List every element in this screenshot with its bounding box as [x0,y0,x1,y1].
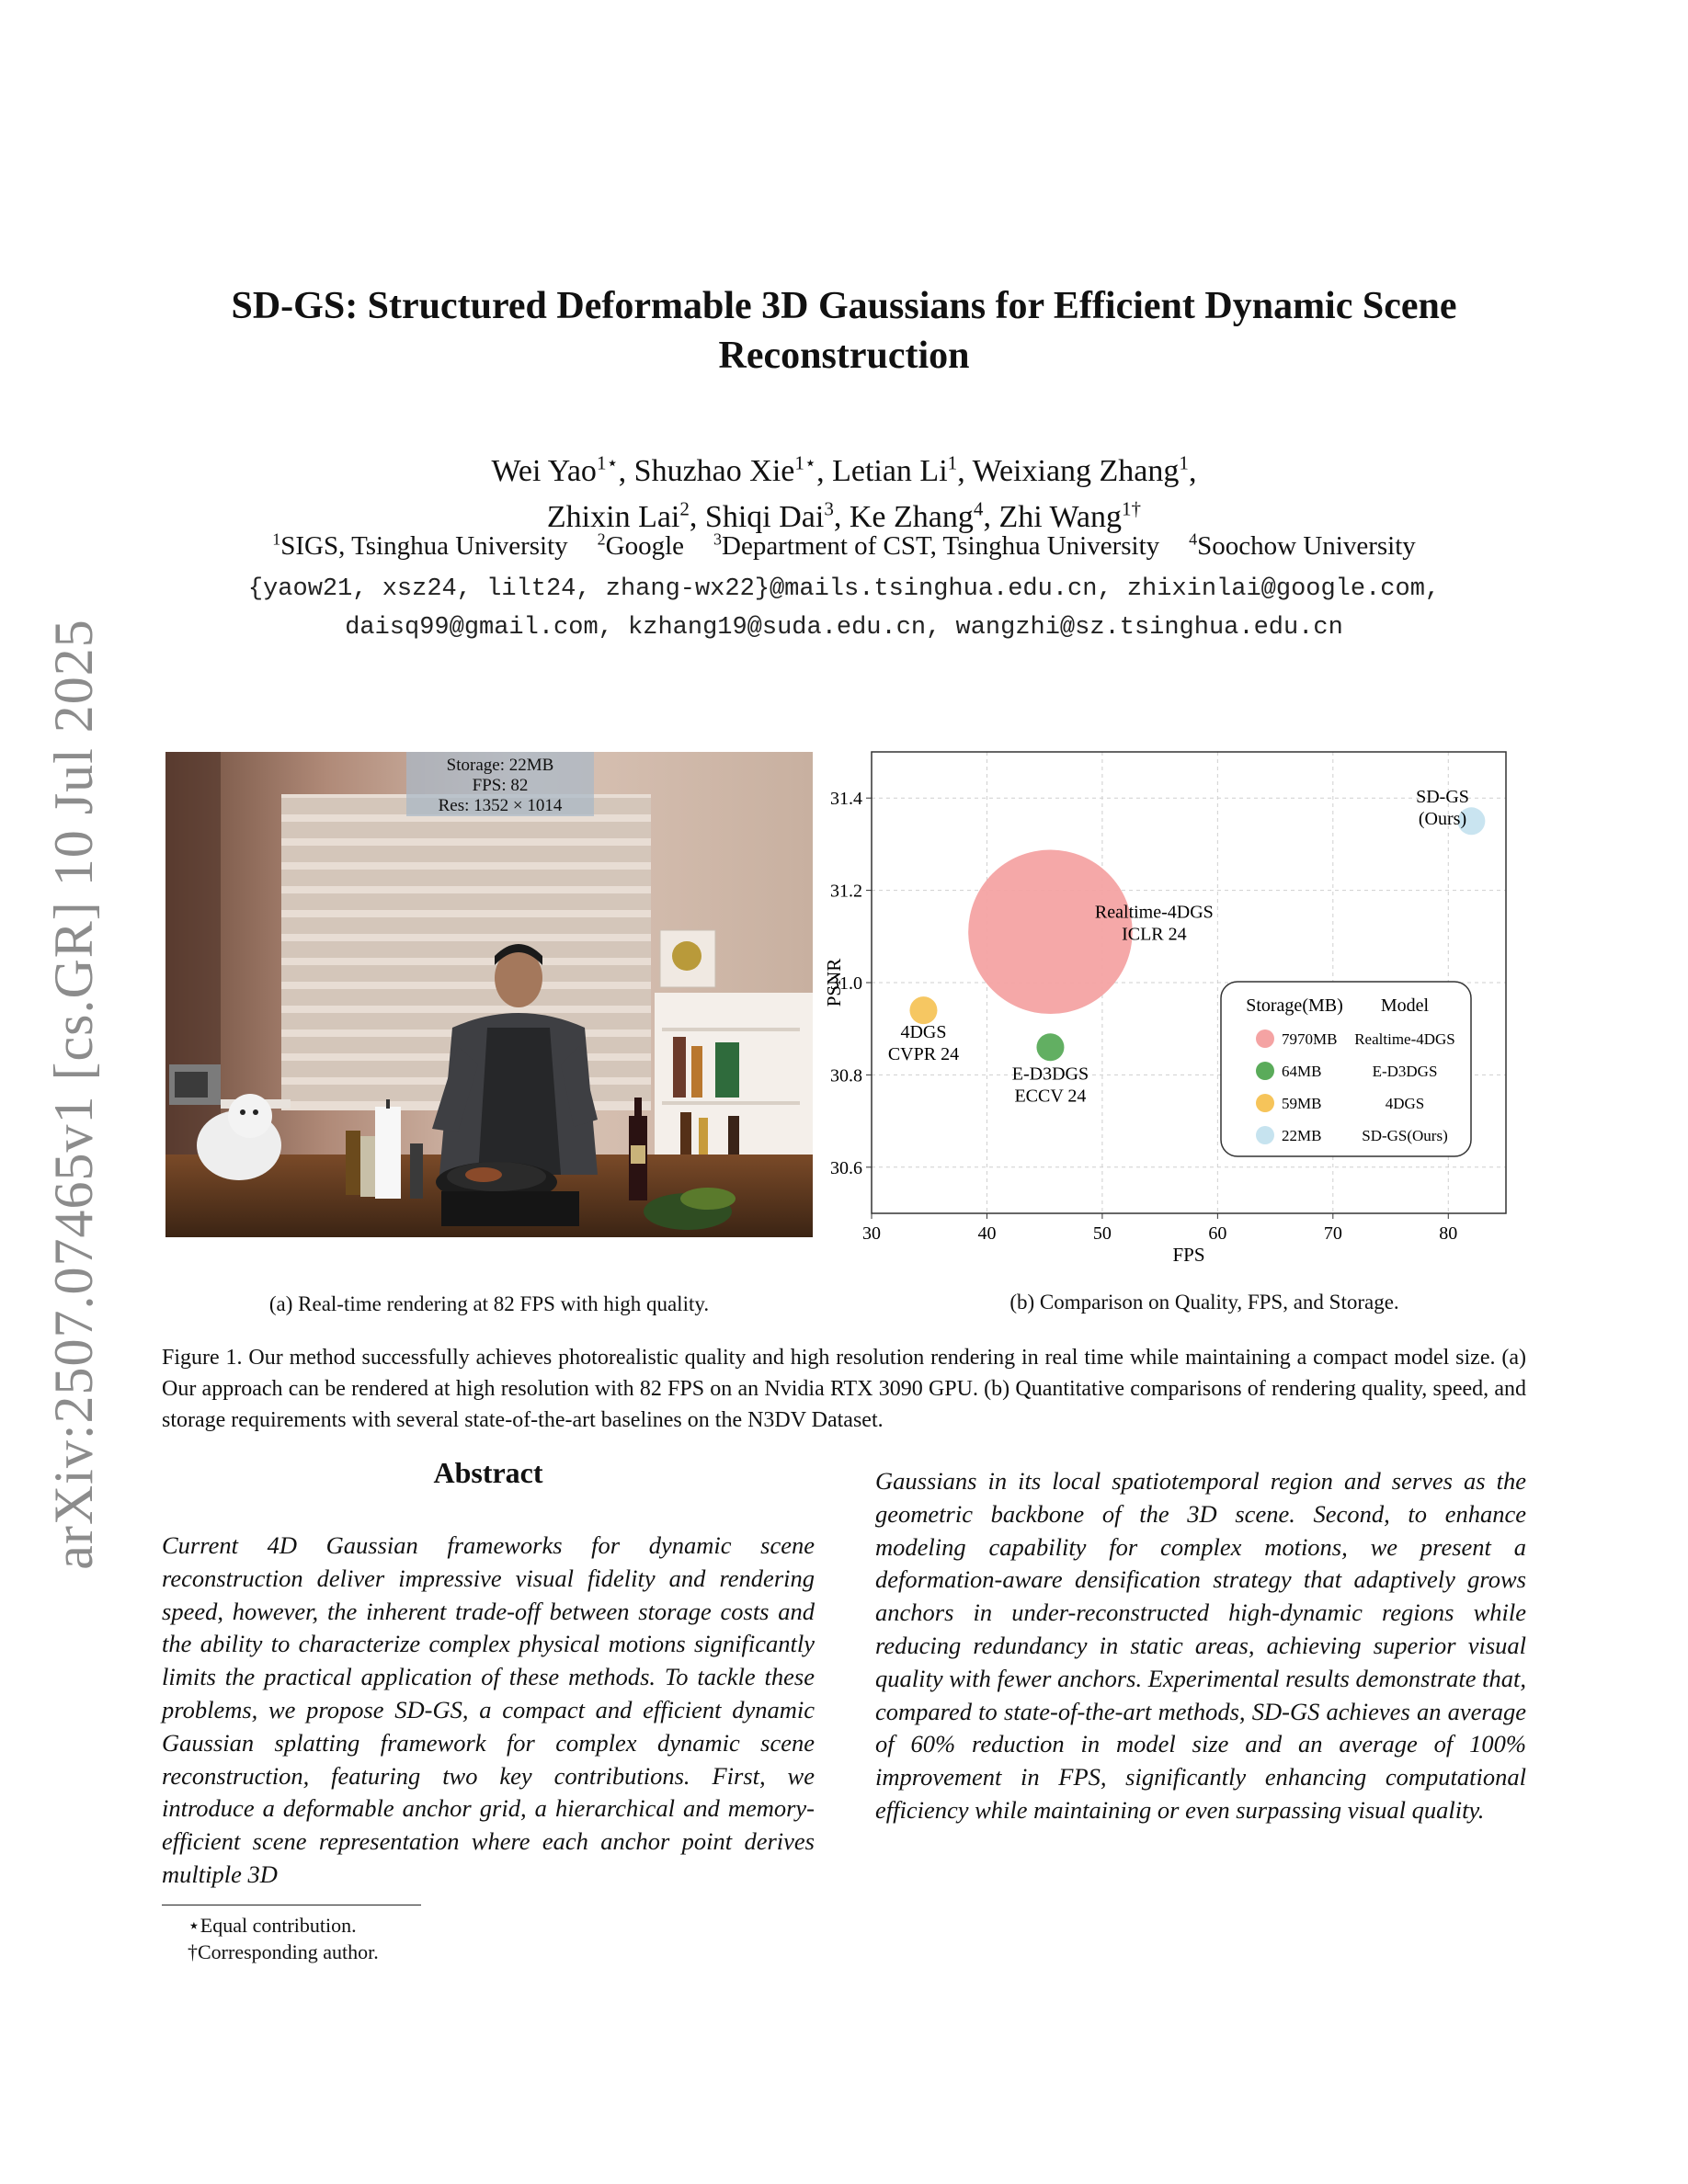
rendered-scene-image [165,752,813,1237]
author-affiliation-marker: 1⋆ [794,452,817,474]
affiliations [162,529,1526,562]
point-label: SD-GS [1416,787,1469,808]
blind-slat [281,870,651,886]
x-tick-label: 40 [977,1223,997,1244]
data-point-e-d3dgs [1036,1033,1064,1061]
legend-storage-value: 22MB [1282,1127,1322,1144]
footnotes [188,1912,379,1965]
abstract-text-left-column: Current 4D Gaussian frameworks for dynamic scene reconstruction deliver impressive visual fidelity and rendering speed, however, the inherent trade-off between storage costs and the ability to characterize complex physical motions significantly limits the practical application of these methods. To tackle these problems, we propose SD-GS, a compact and efficient dynamic Gaussian splatting framework for complex dynamic scene reconstruction, featuring two key contributions. First, we introduce a deformable anchor grid, a hierarchical and memory-efficient scene representation where each anchor point derives multiple 3D [162,1531,815,1888]
point-label: CVPR 24 [887,1044,960,1065]
legend-swatch [1256,1062,1274,1080]
author-affiliation-marker: 1† [1122,497,1142,520]
data-point-4dgs [909,996,937,1024]
author-affiliation-marker: 3 [824,497,834,520]
overlay-storage: Storage: 22MB [446,756,554,775]
figure-caption: Figure 1. Our method successfully achieves photorealistic quality and high resolution rendering in real time while maintaining a compact model size. (a) Our approach can be rendered at high resolution with 82 FPS on an Nvidia RTX 3090 GPU. (b) Quantitative comparisons of rendering quality, speed, and storage requirements with several state-of-the-art baselines on the N3DV Dataset. [162,1346,1526,1432]
author-affiliation-marker: 1 [947,452,958,474]
blind-slat [281,989,651,1006]
point-label: ICLR 24 [1122,924,1187,945]
point-label: (Ours) [1418,809,1467,830]
y-axis-label: PSNR [827,958,845,1007]
x-tick-label: 30 [862,1223,881,1244]
legend-storage-value: 59MB [1282,1095,1322,1112]
author-list [162,445,1526,536]
x-tick-label: 60 [1208,1223,1227,1244]
chart-svg [827,741,1526,1263]
affiliation: $^3$Department of CST, Tsinghua University [713,529,1160,561]
author-name: Letian Li$^1$ [832,452,958,489]
author-name: Zhi Wang$^{1\dagger}$ [998,497,1142,534]
x-tick-label: 70 [1323,1223,1342,1244]
abstract-heading: Abstract [433,1456,543,1489]
email-line-2: daisq99@gmail.com, kzhang19@suda.edu.cn, wangzhi@sz.tsinghua.edu.cn [345,614,1343,642]
author-affiliation-marker: 1 [1179,452,1189,474]
y-tick-label: 31.0 [830,973,862,994]
abstract-text-right-column: Gaussians in its local spatiotemporal region and serves as the geometric backbone of the 3D scene. Second, to enhance modeling capability for complex motions, we present a deformation-aware densification strategy that adaptively grows anchors in under-reconstructed high-dynamic regions while reducing redundancy in static areas, achieving superior visual quality with fewer anchors. Experimental results demonstrate that, compared to state-of-the-art methods, SD-GS achieves an average of 60% reduction in model size and an average of 100% improvement in FPS, significantly enhancing computational efficiency while maintaining or even surpassing visual quality. [875,1467,1526,1824]
y-tick-label: 30.6 [830,1157,862,1178]
subfigure-a-caption: (a) Real-time rendering at 82 FPS with high quality. [268,1292,710,1315]
x-tick-label: 80 [1439,1223,1458,1244]
affiliation: $^2$Google [597,529,685,561]
blind-slat [281,917,651,934]
data-point-realtime-4dgs [968,850,1133,1015]
point-label: 4DGS [900,1022,947,1043]
footnote-corresponding-author: †Corresponding author. [188,1940,379,1963]
author-emails [162,570,1526,647]
x-tick-label: 50 [1092,1223,1112,1244]
blind-slat [281,941,651,958]
author-name: Wei Yao$^{1⋆}$ [491,452,619,489]
author-line-2: Zhixin Lai$^2$, Shiqi Dai$^3$, Ke Zhang$^4$, Zhi Wang$^{1\dagger}$ [546,497,1142,534]
overlay-resolution: Res: 1352 × 1014 [438,796,563,815]
arxiv-id-text: arXiv:2507.07465v1 [cs.GR] 10 Jul 2025 [42,618,104,1570]
legend-model-name: SD-GS(Ours) [1362,1127,1448,1144]
arxiv-identifier [28,607,120,1581]
legend-storage-value: 64MB [1282,1063,1322,1080]
y-tick-label: 30.8 [830,1065,862,1086]
author-name: Ke Zhang$^4$ [849,497,984,534]
legend-model-name: Realtime-4DGS [1354,1030,1455,1048]
legend-swatch [1256,1126,1274,1144]
legend-swatch [1256,1094,1274,1112]
paper-title: SD-GS: Structured Deformable 3D Gaussians for Efficient Dynamic Scene Reconstruction [231,285,1457,377]
overlay-fps: FPS: 82 [472,776,529,795]
author-affiliation-marker: 1⋆ [596,452,619,474]
author-affiliation-marker: 2 [679,497,690,520]
legend-swatch [1256,1029,1274,1048]
legend-header-model: Model [1380,995,1430,1016]
author-affiliation-marker: 4 [973,497,984,520]
legend-model-name: 4DGS [1385,1095,1425,1112]
point-label: Realtime-4DGS [1094,902,1214,923]
author-name: Shiqi Dai$^3$ [704,497,834,534]
legend-storage-value: 7970MB [1282,1030,1338,1048]
kitchen-scene-illustration [165,752,813,1237]
author-line-1: Wei Yao$^{1⋆}$, Shuzhao Xie$^{1⋆}$, Letian Li$^1$, Weixiang Zhang$^1$, [491,452,1197,489]
y-tick-label: 31.4 [830,789,862,810]
quality-fps-storage-chart [827,741,1526,1263]
affiliation: $^4$Soochow University [1189,529,1416,561]
y-tick-label: 31.2 [830,881,862,902]
legend-header-storage: Storage(MB) [1246,995,1343,1016]
email-line-1: {yaow21, xsz24, lilt24, zhang-wx22}@mails.tsinghua.edu.cn, zhixinlai@google.com, [247,575,1441,603]
affiliation: $^1$SIGS, Tsinghua University [272,529,568,561]
x-axis-label: FPS [1172,1244,1205,1263]
subfigure-b-caption: (b) Comparison on Quality, FPS, and Storage. [1009,1291,1399,1314]
author-name: Weixiang Zhang$^1$ [972,452,1189,489]
author-name: Zhixin Lai$^2$ [546,497,690,534]
point-label: ECCV 24 [1014,1086,1087,1107]
blind-slat [281,965,651,982]
blind-slat [281,893,651,910]
blind-slat [281,846,651,862]
footnote-equal-contribution: ⋆Equal contribution. [188,1914,357,1937]
blind-slat [281,822,651,838]
legend-model-name: E-D3DGS [1372,1063,1438,1080]
author-name: Shuzhao Xie$^{1⋆}$ [633,452,817,489]
point-label: E-D3DGS [1011,1064,1089,1085]
